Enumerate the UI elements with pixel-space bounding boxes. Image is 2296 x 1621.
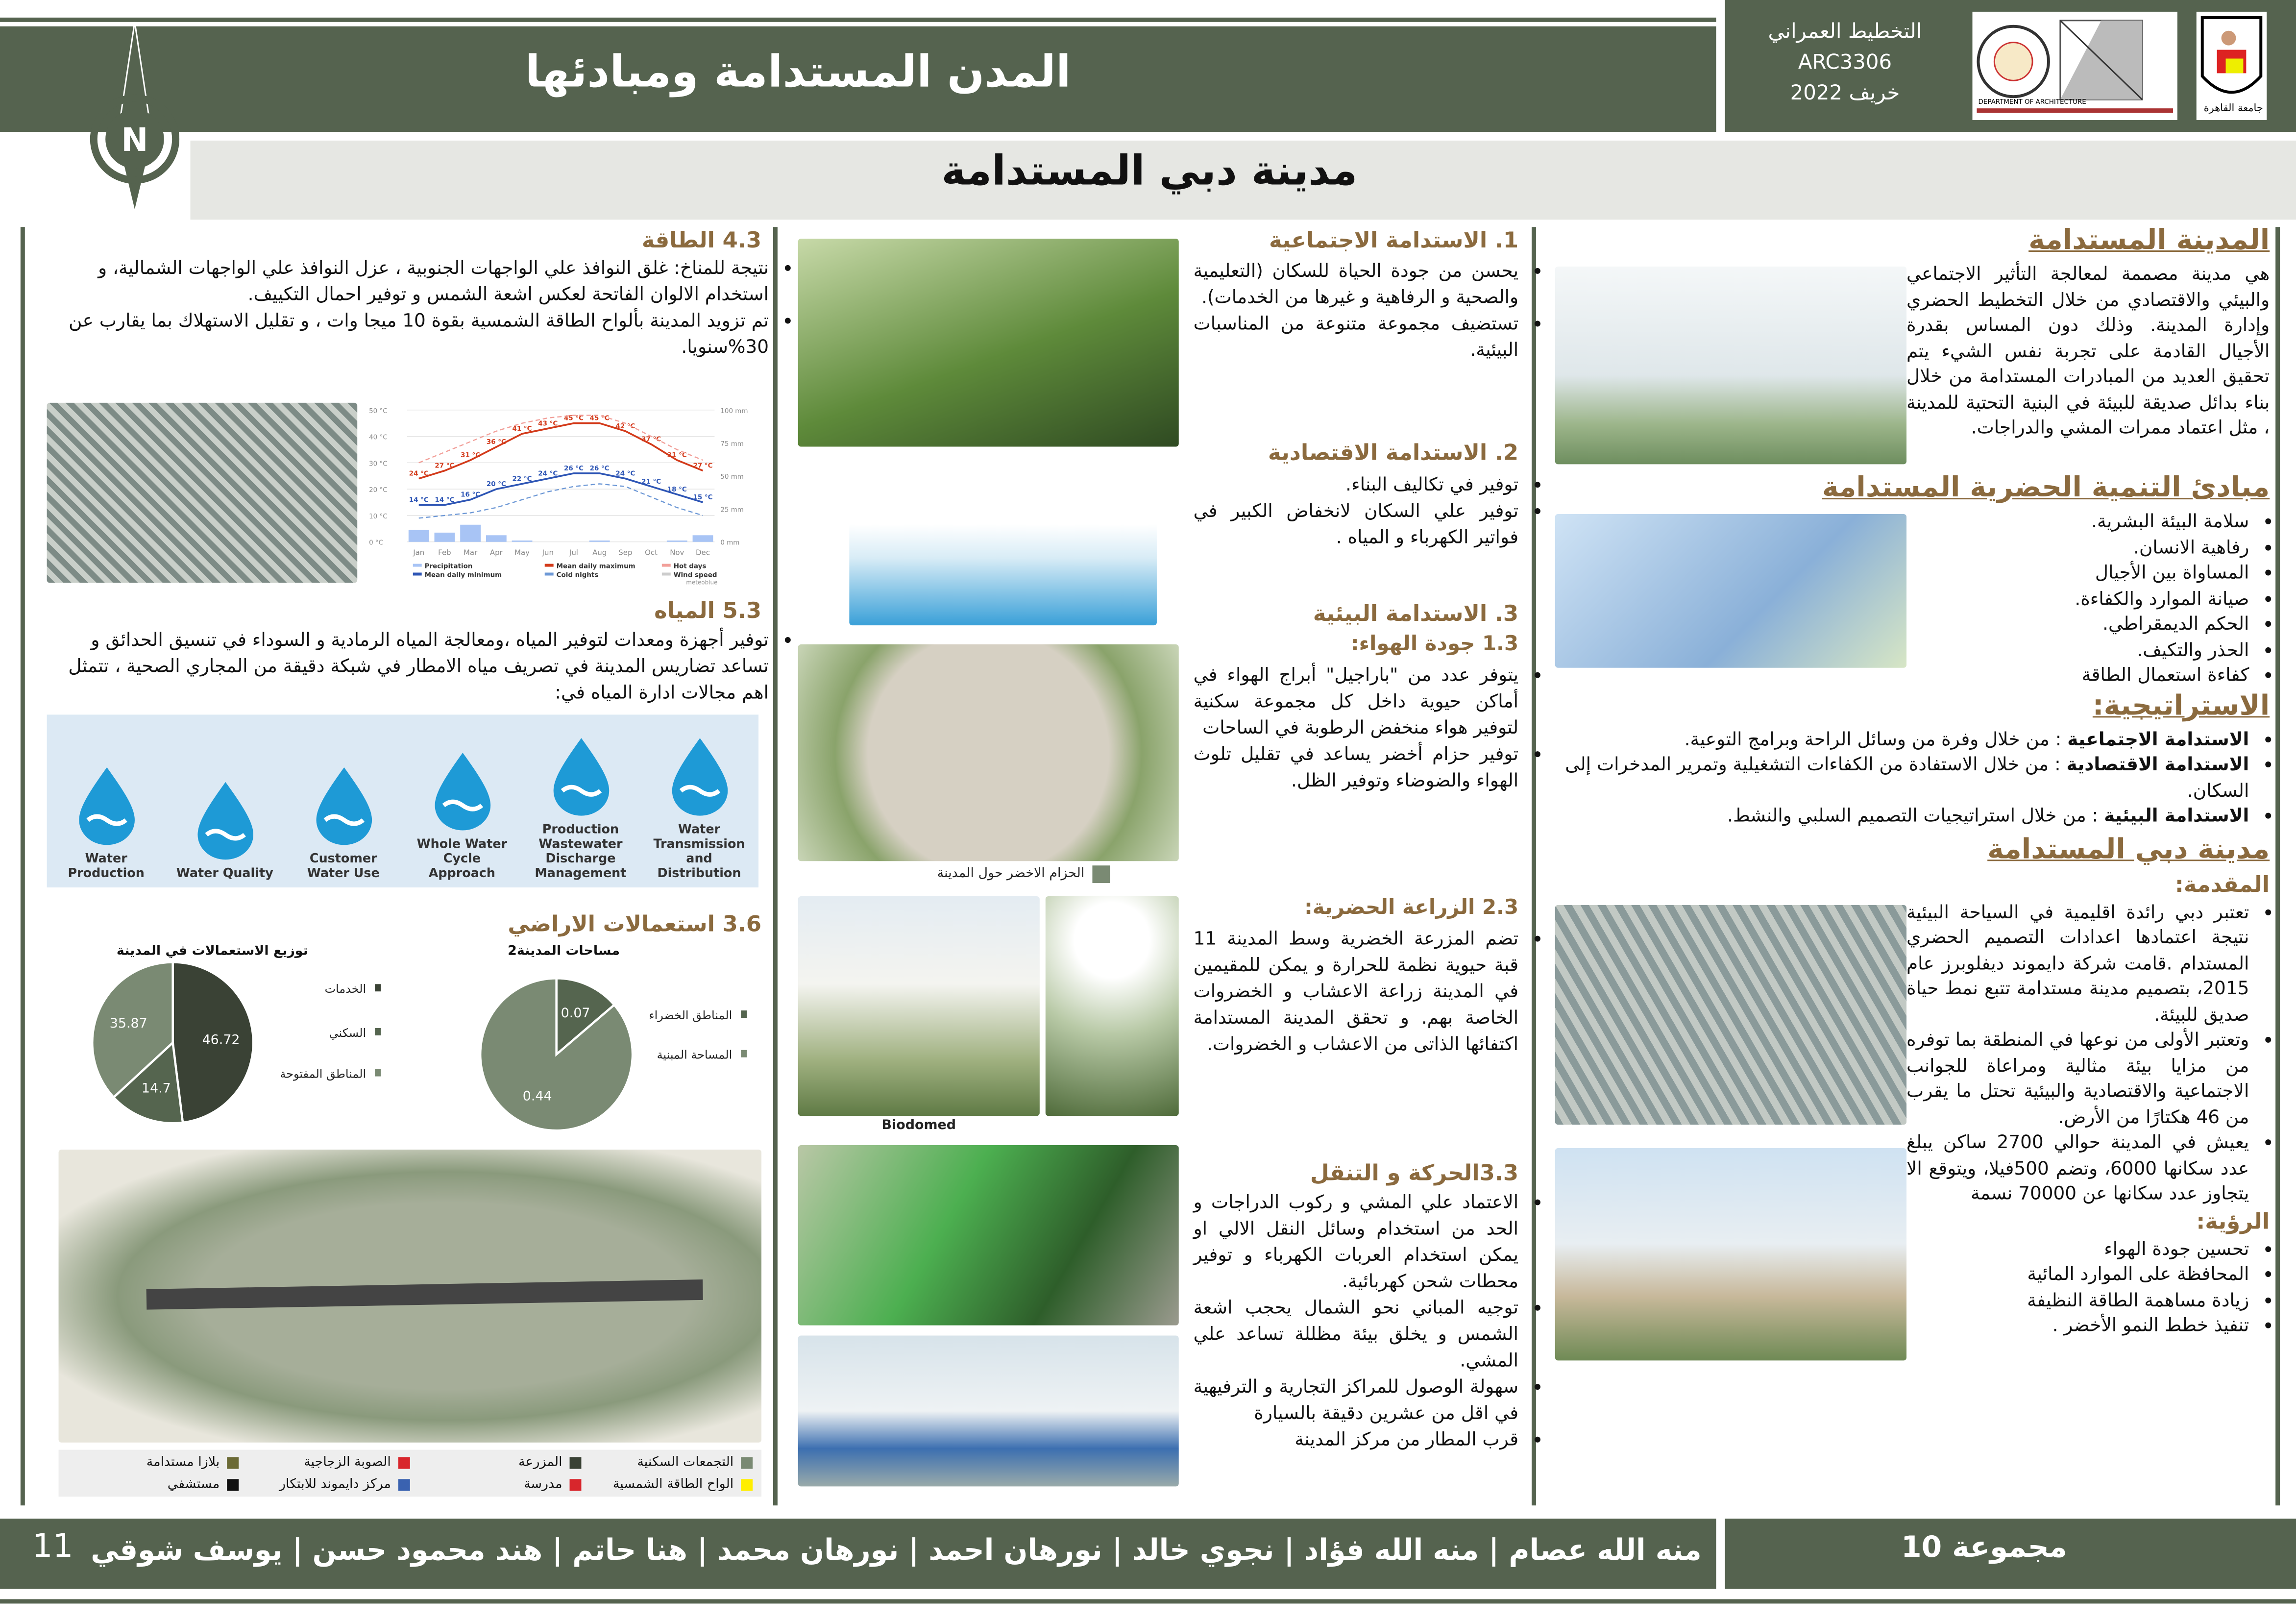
y2-tick-label: 0 mm — [720, 539, 740, 547]
precipitation-bar — [667, 540, 687, 542]
social-heading: 1. الاستدامة الاجتماعية — [1269, 227, 1519, 254]
precipitation-bar — [589, 540, 610, 542]
map-legend — [59, 1450, 761, 1497]
data-label: 26 °C — [589, 465, 610, 472]
water-area-item — [172, 776, 277, 882]
pie-value-label: 0.07 — [561, 1005, 590, 1021]
data-label: 22 °C — [512, 475, 532, 483]
strategy-item — [1540, 803, 2249, 828]
data-label: 14 °C — [409, 496, 429, 504]
map-legend-item — [239, 1455, 410, 1470]
intro-item: • وتعتبر الأولى من نوعها في المنطقة بما توفره من مزايا بيئة مثالية ومراعاة للجوانب الاجتماعية والاقتصادية والبيئية تحتل ما يقرب من 46 هكتارًا من الأرض. — [1540, 1027, 2249, 1129]
list-item: • الاعتماد علي المشي و ركوب الدراجات و الحد من استخدام وسائل النقل الالي او يمكن استخدام العربات الكهرباء و توفير محطات شحن كهربائية. — [1194, 1189, 1518, 1295]
sustainable-city-illustration — [1555, 267, 1906, 464]
strategy-label: الاستدامة الاقتصادية — [2066, 753, 2249, 775]
pie-value-label: 35.87 — [109, 1016, 147, 1032]
landuse-pie-charts — [37, 937, 769, 1142]
list-item: • تستضيف مجموعة متنوعة من المناسبات البيئية. — [1194, 311, 1518, 364]
data-label: 42 °C — [615, 422, 635, 430]
map-legend-item — [67, 1477, 239, 1492]
vision-item: • زيادة مساهمة الطاقة النظيفة — [1540, 1286, 2249, 1312]
list-item: • نتيجة للمناخ: غلق النوافذ علي الواجهات الجنوبية ، عزل النوافذ علي الواجهات الشمالية، و استخدام الالوان الفاتحة لعكس اشعة الشمس و توفير احمال التكييف. — [44, 255, 769, 308]
water-area-label: Production Wastewater Discharge Management — [535, 823, 627, 882]
legend-label: الواح الطاقة الشمسية — [612, 1476, 734, 1492]
team-names-box — [91, 1532, 1701, 1576]
legend-swatch — [570, 1456, 582, 1468]
economic-heading: 2. الاستدامة الاقتصادية — [1268, 439, 1519, 466]
legend-label: مدرسة — [524, 1476, 562, 1492]
data-label: 14 °C — [435, 496, 455, 504]
y-tick-label: 0 °C — [369, 539, 384, 547]
dubai-city-heading: مدينة دبي المستدامة — [1987, 832, 2270, 865]
chart-source: meteoblue — [686, 579, 718, 586]
landuse-masterplan-map — [59, 1150, 761, 1443]
x-tick-label: Jan — [413, 548, 425, 557]
water-drop-icon — [70, 761, 143, 846]
biodome-caption: Biodomed — [881, 1119, 956, 1134]
legend-swatch — [741, 1478, 753, 1490]
footer-line — [0, 1599, 2296, 1603]
x-tick-label: Sep — [618, 548, 633, 557]
water-area-item — [291, 761, 396, 882]
energy-heading: 4.3 الطاقة — [641, 227, 762, 254]
team-names: منه الله عصام | منه الله فؤاد | نجوي خالد | نورهان احمد | نورهان محمد | هنا حاتم | هند محمود حسن | يوسف شوقي — [91, 1531, 1702, 1567]
smart-city-illustration — [1555, 514, 1906, 668]
principle-item: • كفاءة استعمال الطاقة — [1540, 662, 2249, 688]
x-tick-label: Jul — [569, 548, 578, 557]
mobility-list — [1194, 1189, 1539, 1453]
x-tick-label: Oct — [645, 548, 658, 557]
x-tick-label: Mar — [464, 548, 478, 557]
water-area-item — [53, 761, 159, 882]
legend-label: مركز دايموند للابتكار — [279, 1476, 391, 1492]
strategy-heading: الاستراتيجية: — [2092, 689, 2270, 721]
mobility-heading: 3.3الحركة و التنقل — [1310, 1159, 1519, 1186]
precipitation-bar — [409, 530, 429, 542]
group-number: مجموعة 10 — [1901, 1529, 2067, 1564]
strategy-list — [1540, 726, 2270, 828]
x-tick-label: Feb — [438, 548, 451, 557]
north-compass-icon — [76, 22, 193, 220]
data-label: 37 °C — [641, 436, 661, 443]
y2-tick-label: 75 mm — [720, 441, 744, 448]
green-belt-caption: الحزام الاخضر حول المدينة — [937, 867, 1085, 882]
vision-item: • تنفيذ خطط النمو الأخضر . — [1540, 1312, 2249, 1338]
central-farm-strip — [147, 1279, 703, 1310]
intro-heading: المقدمة: — [2174, 870, 2270, 897]
poster-title: المدن المستدامة ومبادئها — [525, 47, 1071, 98]
department-logo — [1973, 12, 2177, 120]
water-area-item — [409, 747, 514, 882]
data-label: 15 °C — [693, 494, 713, 502]
list-item: • سهولة الوصول للمراكز التجارية و الترفيهية في اقل من عشرين دقيقة بالسيارة — [1194, 1374, 1518, 1426]
legend-swatch — [662, 573, 671, 576]
data-label: 26 °C — [563, 465, 584, 472]
city-sign-photo — [1555, 1148, 1906, 1360]
map-legend-item — [410, 1477, 582, 1492]
vision-item: • تحسين جودة الهواء — [1540, 1235, 2249, 1261]
list-item: • توفير في تكاليف البناء. — [1194, 471, 1518, 498]
map-legend-item — [410, 1455, 582, 1470]
divider — [2275, 227, 2280, 1505]
data-label: 16 °C — [461, 491, 481, 499]
water-drop-icon — [544, 732, 617, 817]
water-area-label: Customer Water Use — [307, 852, 380, 882]
agriculture-list — [1194, 926, 1539, 1057]
strategy-label: الاستدامة الاجتماعية — [2067, 727, 2249, 749]
green-belt-legend — [937, 865, 1109, 883]
page-number: 11 — [32, 1529, 73, 1566]
pie-value-label: 46.72 — [202, 1032, 240, 1048]
legend-swatch — [413, 564, 422, 567]
water-area-label: Water Production — [68, 852, 145, 882]
ev-charging-photo — [798, 1336, 1179, 1487]
section-title: مدينة دبي المستدامة — [941, 146, 1358, 195]
principle-item: • سلامة البيئة البشرية. — [1540, 508, 2249, 534]
landuse-heading: 3.6 استعمالات الاراضي — [508, 910, 762, 937]
y-tick-label: 10 °C — [369, 513, 388, 520]
pie-legend-label: الخدمات — [324, 982, 366, 996]
water-area-label: Water Quality — [176, 867, 273, 882]
series-line — [419, 423, 703, 479]
pie-legend-label: المساحة المبنية — [657, 1048, 733, 1062]
data-label: 24 °C — [409, 470, 429, 478]
list-item: • توفير حزام أخضر يساعد في تقليل تلوث الهواء والضوضاء وتوفير الظل. — [1194, 741, 1518, 794]
social-list — [1194, 258, 1539, 363]
legend-label: مستشفي — [167, 1476, 220, 1492]
y-tick-label: 20 °C — [369, 487, 388, 494]
course-info — [1735, 18, 1954, 110]
legend-swatch — [545, 564, 554, 567]
legend-label: Wind speed — [673, 571, 717, 579]
water-list — [44, 627, 789, 706]
sustainable-city-heading: المدينة المستدامة — [2028, 224, 2270, 256]
legend-label: Precipitation — [424, 563, 473, 570]
legend-swatch — [227, 1456, 239, 1468]
x-tick-label: Aug — [592, 548, 607, 557]
climate-chart — [369, 398, 761, 586]
list-item: • يحسن من جودة الحياة للسكان (التعليمية والصحية و الرفاهية و غيرها من الخدمات). — [1194, 258, 1518, 311]
divider — [773, 227, 778, 1505]
economic-list — [1194, 471, 1539, 550]
course-term: خريف 2022 — [1790, 82, 1900, 106]
data-label: 45 °C — [563, 415, 584, 422]
map-legend-item — [67, 1455, 239, 1470]
air-heading: 1.3 جودة الهواء: — [1350, 633, 1519, 656]
legend-swatch — [227, 1478, 239, 1490]
intro-item: • تعتبر دبي رائدة اقليمية في السياحة البيئية نتيجة اعتمادها اعدادات التصميم الحضري المستدام .قامت شركة دايموند ديفلوبرز عام 2015، بتصميم مدينة مستدامة تتبع نمط حياة صديق للبيئة. — [1540, 898, 2249, 1026]
principle-item: • رفاهية الانسان. — [1540, 534, 2249, 559]
header-top-line — [0, 18, 1716, 22]
pie-title: مساحات المدينة2 — [508, 943, 620, 958]
bikes-photo — [798, 1145, 1179, 1326]
biodome-photo — [798, 896, 1040, 1116]
pie-value-label: 0.44 — [522, 1088, 552, 1104]
strategy-text: : من خلال الاستفادة من الكفاءات التشغيلية وتمرير المدخرات إلى السكان. — [1565, 753, 2249, 801]
water-drop-icon — [425, 747, 498, 832]
y2-tick-label: 25 mm — [720, 506, 744, 514]
data-label: 24 °C — [615, 470, 635, 478]
x-tick-label: Apr — [489, 548, 503, 557]
y-tick-label: 30 °C — [369, 460, 388, 468]
agriculture-heading: 2.3 الزراعة الحضرية: — [1304, 896, 1519, 920]
water-area-item — [646, 732, 752, 882]
principle-item: • الحكم الديمقراطي. — [1540, 611, 2249, 636]
vision-heading: الرؤية: — [2196, 1207, 2270, 1234]
pie-value-label: 14.7 — [141, 1081, 171, 1096]
precipitation-bar — [693, 535, 713, 541]
map-legend-item — [239, 1477, 410, 1492]
list-item: • توفير علي السكان لانخفاض الكبير في فواتير الكهرباء و المياه . — [1194, 498, 1518, 551]
legend-swatch — [741, 1456, 753, 1468]
solar-roofs-photo — [47, 403, 358, 583]
water-drop-icon — [188, 776, 261, 861]
legend-label: بلازا مستدامة — [146, 1455, 220, 1470]
x-tick-label: Dec — [696, 548, 710, 557]
precipitation-bar — [486, 535, 507, 541]
data-label: 31 °C — [667, 452, 687, 460]
legend-swatch — [398, 1456, 410, 1468]
strategy-item — [1540, 726, 2249, 751]
environment-heading: 3. الاستدامة البيئية — [1313, 600, 1519, 627]
legend-swatch — [398, 1478, 410, 1490]
legend-label: الصوبة الزجاجية — [304, 1455, 391, 1470]
principle-item: • الحذر والتكيف. — [1540, 637, 2249, 662]
legend-label: Cold nights — [556, 571, 599, 579]
water-heading: 5.3 المياه — [654, 597, 762, 624]
list-item: • يتوفر عدد من "باراجيل" أبراج الهواء في أماكن حيوية داخل كل مجموعة سكنية لتوفير هواء منخفض الرطوبة في الساحات — [1194, 662, 1518, 741]
legend-label: Hot days — [673, 563, 707, 570]
svg-text:جامعة القاهرة: جامعة القاهرة — [2203, 102, 2263, 114]
pie-title: توزيع الاستعمالات في المدينة — [116, 943, 308, 958]
data-label: 45 °C — [589, 415, 610, 422]
map-legend-item — [581, 1477, 753, 1492]
y-tick-label: 40 °C — [369, 434, 388, 442]
family-greenhouse-photo — [798, 239, 1179, 446]
x-tick-label: Nov — [670, 548, 684, 557]
x-tick-label: Jun — [542, 548, 554, 557]
right-column — [1540, 222, 2270, 1366]
data-label: 18 °C — [667, 486, 687, 493]
list-item: • توفير أجهزة ومعدات لتوفير المياه ،ومعالجة المياه الرمادية و السوداء في تنسيق الحدائق و تساعد تضاريس المدينة في تصريف مياه الامطار في شبكة دقيقة من المجاري الصحية ، تتمثل اهم مجالات ادارة المياه في: — [44, 627, 769, 706]
water-area-item — [528, 732, 633, 882]
water-area-label: Whole Water Cycle Approach — [416, 837, 508, 882]
legend-swatch — [741, 1050, 747, 1057]
list-item: • توجيه المباني نحو الشمال يحجب اشعة الشمس و يخلق بيئة مظللة تساعد علي المشي. — [1194, 1295, 1518, 1374]
legend-swatch — [741, 1010, 747, 1018]
data-label: 31 °C — [461, 452, 481, 460]
list-item: • تم تزويد المدينة بألواح الطاقة الشمسية بقوة 10 ميجا وات ، و تقليل الاستهلاك بما يقارب عن 30%سنويا. — [44, 308, 769, 361]
data-label: 24 °C — [538, 470, 558, 478]
strategy-label: الاستدامة البيئية — [2104, 804, 2249, 826]
pie-legend-label: السكني — [329, 1026, 366, 1040]
strategy-text: : من خلال وفرة من وسائل الراحة وبرامج التوعية. — [1684, 727, 2068, 749]
data-label: 20 °C — [486, 481, 506, 489]
compass-letter: N — [121, 121, 148, 159]
legend-swatch — [662, 564, 671, 567]
legend-swatch — [545, 573, 554, 576]
water-area-label: Water Transmission and Distribution — [653, 823, 745, 882]
intro-item: • يعيش في المدينة حوالي 2700 ساكن يبلغ عدد سكانها 6000، وتضم 500فيلا، ويتوقع الا يتجاوز عدد سكانها عن 70000 نسمة — [1540, 1129, 2249, 1206]
precipitation-bar — [460, 525, 481, 542]
y2-tick-label: 50 mm — [720, 473, 744, 481]
legend-swatch — [570, 1478, 582, 1490]
sustainable-city-text: هي مدينة مصممة لمعالجة التأثير الاجتماعي والبيئي والاقتصادي من خلال التخطيط الحضري وإدارة المدينة. وذلك دون المساس بقدرة الأجيال القادمة على تجربة نفس الشيء يتم تحقيق العديد من المبادرات المستدامة من خلال بناء بدائل صديقة للبيئة في البنية التحتية للمدينة ، مثل اعتماد ممرات المشي والدراجات. — [1906, 262, 2270, 438]
pie-legend-label: المناطق المفتوحة — [280, 1067, 366, 1081]
energy-list — [44, 255, 789, 360]
y-tick-label: 50 °C — [369, 407, 388, 415]
principle-item: • صيانة الموارد والكفاءة. — [1540, 585, 2249, 611]
precipitation-bar — [512, 540, 533, 542]
water-drop-icon — [662, 732, 735, 817]
water-management-diagram — [47, 714, 758, 887]
data-label: 27 °C — [693, 462, 713, 470]
legend-label: التجمعات السكنية — [637, 1455, 734, 1470]
legend-swatch — [375, 984, 381, 991]
data-label: 36 °C — [486, 439, 506, 446]
strategy-item — [1540, 751, 2249, 803]
legend-label: Mean daily minimum — [424, 571, 502, 579]
course-name: التخطيط العمراني — [1768, 20, 1922, 44]
list-item: • تضم المزرعة الخضرية وسط المدينة 11 قبة حيوية نظمة للحرارة و يمكن للمقيمين في المدينة زراعة الاعشاب و الخضروات الخاصة بهم. و تحقق المدينة المستدامة اكتفائها الذاتى من الاعشاب و الخضروات. — [1194, 926, 1518, 1057]
x-tick-label: May — [514, 548, 530, 557]
precipitation-bar — [435, 533, 455, 542]
legend-swatch — [375, 1028, 381, 1035]
strategy-text: : من خلال استراتيجيات التصميم السلبي والنشط. — [1727, 804, 2104, 826]
green-belt-masterplan — [798, 644, 1179, 861]
divider — [21, 227, 25, 1505]
legend-swatch — [375, 1069, 381, 1077]
course-code: ARC3306 — [1798, 51, 1892, 75]
university-logo — [2197, 12, 2267, 120]
legend-swatch — [413, 573, 422, 576]
principles-heading: مبادئ التنمية الحضرية المستدامة — [1822, 471, 2270, 504]
data-label: 43 °C — [538, 420, 558, 428]
y2-tick-label: 100 mm — [720, 407, 748, 415]
svg-text:DEPARTMENT OF ARCHITECTURE: DEPARTMENT OF ARCHITECTURE — [1978, 98, 2086, 106]
economy-diagram — [849, 457, 1157, 625]
data-label: 21 °C — [641, 478, 661, 486]
list-item: • قرب المطار من مركز المدينة — [1194, 1426, 1518, 1453]
pie-legend-label: المناطق الخضراء — [649, 1008, 733, 1023]
biodome-interior-photo — [1046, 896, 1179, 1116]
legend-label: Mean daily maximum — [556, 563, 635, 570]
water-drop-icon — [307, 761, 380, 846]
map-legend-item — [581, 1455, 753, 1470]
principle-item: • المساواة بين الأجيال — [1540, 560, 2249, 585]
aerial-city-photo — [1555, 904, 1906, 1124]
vision-item: • المحافظة على الموارد المائية — [1540, 1261, 2249, 1286]
data-label: 41 °C — [512, 425, 532, 433]
legend-label: المزرعة — [518, 1455, 562, 1470]
air-list — [1194, 662, 1539, 794]
data-label: 27 °C — [435, 462, 455, 470]
legend-swatch — [1092, 865, 1109, 883]
